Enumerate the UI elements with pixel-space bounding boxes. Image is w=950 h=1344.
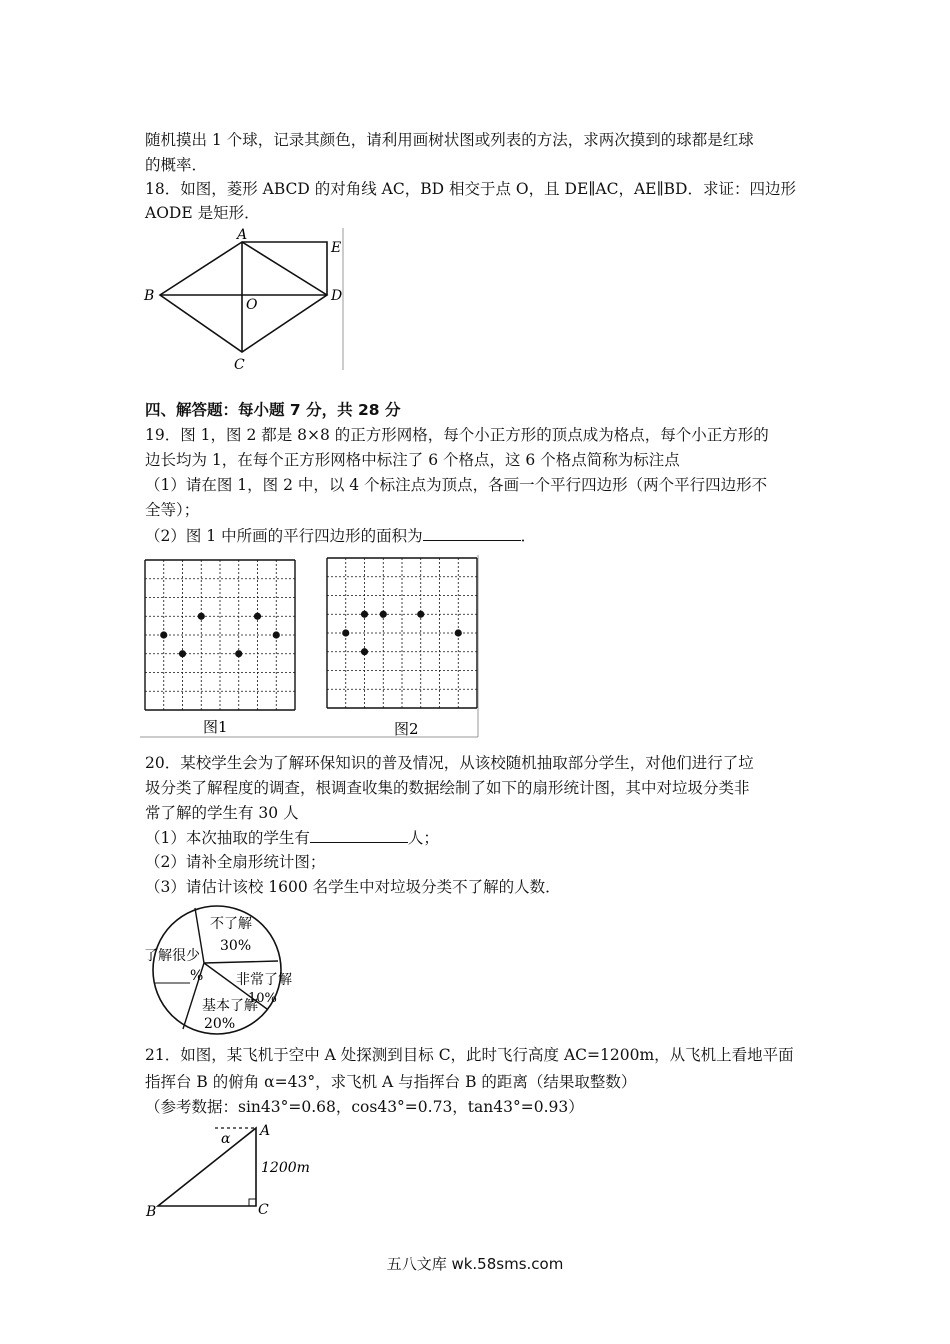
triangle-figure [140, 1120, 315, 1220]
text-line: 的概率． [145, 156, 208, 174]
text-line: 边长均为 1，在每个正方形网格中标注了 6 个格点，这 6 个格点简称为标注点 [145, 451, 680, 469]
lattice-point [235, 650, 242, 657]
lattice-point [179, 650, 186, 657]
pie-label-henshao: 了解很少 [144, 948, 200, 964]
label-B: B [146, 1204, 157, 1220]
label-alpha: α [221, 1131, 231, 1147]
answer-blank [310, 828, 408, 843]
label-O: O [246, 297, 258, 313]
answer-blank [423, 526, 521, 541]
text-line: 圾分类了解程度的调查，根调查收集的数据绘制了如下的扇形统计图，其中对垃圾分类非 [145, 779, 750, 797]
label-B: B [144, 288, 155, 304]
label-E: E [331, 240, 342, 256]
q19-part2-text: （2）图 1 中所画的平行四边形的面积为 [145, 527, 423, 545]
lattice-point [342, 629, 349, 636]
pie-chart [140, 903, 300, 1038]
lattice-point [254, 613, 261, 620]
footer: 五八文库 wk.58sms.com [386, 1255, 564, 1273]
question-21: 21．如图，某飞机于空中 A 处探测到目标 C，此时飞行高度 AC=1200m，从飞机上看地平面 [145, 1046, 794, 1064]
q20-part1-end: 人； [407, 829, 439, 847]
lattice-point [417, 611, 424, 618]
text-line: （1）请在图 1，图 2 中，以 4 个标注点为顶点，各画一个平行四边形（两个平行四边形不 [145, 476, 768, 494]
section-title: 四、解答题：每小题 7 分，共 28 分 [145, 401, 401, 419]
question-20: 20．某校学生会为了解环保知识的普及情况，从该校随机抽取部分学生，对他们进行了垃 [145, 754, 754, 772]
text-line: AODE 是矩形． [145, 204, 260, 222]
lattice-point [380, 611, 387, 618]
lattice-point [361, 648, 368, 655]
lattice-point [160, 631, 167, 638]
fig2-caption: 图2 [394, 720, 419, 738]
label-C: C [234, 357, 245, 373]
pie-label-buliaojie: 不了解 [210, 916, 252, 932]
label-C: C [258, 1202, 269, 1218]
question-19: 19．图 1，图 2 都是 8×8 的正方形网格，每个小正方形的顶点成为格点，每个小正方形的 [145, 426, 769, 444]
text-line: 随机摸出 1 个球，记录其颜色，请利用画树状图或列表的方法，求两次摸到的球都是红球 [145, 131, 754, 149]
lattice-point [361, 611, 368, 618]
pie-pct-buliaojie: 30% [220, 938, 252, 954]
lattice-point [198, 613, 205, 620]
grid-fig1 [145, 560, 295, 710]
fig1-caption: 图1 [203, 718, 228, 736]
question-18: 18．如图，菱形 ABCD 的对角线 AC，BD 相交于点 O，且 DE∥AC，AE∥BD．求证：四边形 [145, 180, 796, 198]
q20-part1-text: （1）本次抽取的学生有 [145, 829, 310, 847]
label-D: D [331, 288, 343, 304]
text-line: （2）请补全扇形统计图； [145, 853, 326, 871]
grid-fig2 [327, 558, 477, 708]
pie-pct-feichang: 10% [248, 991, 277, 1006]
text-line: 全等）； [145, 501, 200, 519]
text-line: （参考数据：sin43°=0.68，cos43°=0.73，tan43°=0.93） [145, 1098, 584, 1116]
pie-label-jiben: 基本了解 [202, 998, 258, 1014]
text-line: 常了解的学生有 30 人 [145, 804, 299, 822]
q19-part2-end: ． [520, 527, 537, 545]
text-line [145, 828, 439, 848]
pie-pct-henshao: % [190, 968, 204, 984]
label-height: 1200m [261, 1160, 310, 1176]
lattice-point [273, 631, 280, 638]
text-line: 指挥台 B 的俯角 α=43°，求飞机 A 与指挥台 B 的距离（结果取整数） [145, 1073, 637, 1091]
label-A: A [237, 227, 248, 243]
lattice-point [455, 629, 462, 636]
pie-pct-jiben: 20% [204, 1016, 236, 1032]
text-line: （3）请估计该校 1600 名学生中对垃圾分类不了解的人数． [145, 878, 561, 896]
text-line [145, 526, 536, 546]
rhombus-figure [140, 225, 355, 375]
pie-label-feichang: 非常了解 [236, 972, 292, 988]
label-A: A [260, 1123, 271, 1139]
grid-figures [140, 555, 485, 740]
